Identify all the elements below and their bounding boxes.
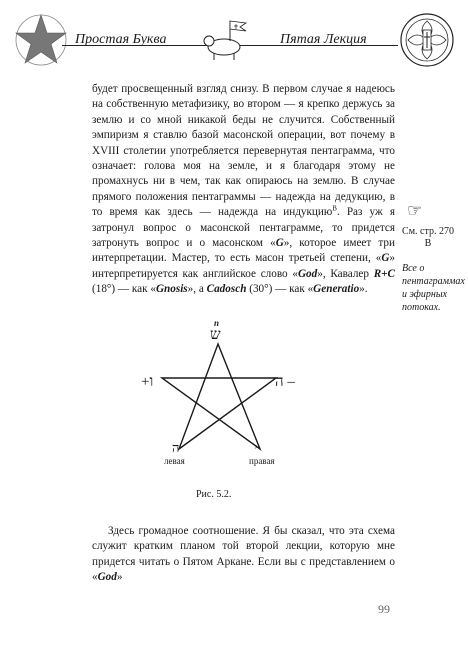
term-g: G — [381, 252, 390, 265]
text-fragment: ». — [359, 283, 368, 296]
term-gnosis: Gnosis — [155, 283, 188, 296]
text-fragment: (30°) — как « — [246, 283, 314, 296]
text-fragment: (18°) — как « — [92, 283, 156, 296]
bottom-right-caption: правая — [249, 456, 275, 466]
pentagram-star — [162, 344, 276, 449]
rose-cross-seal-emblem — [399, 12, 455, 68]
margin-reference: См. стр. 270 В — [402, 226, 454, 249]
bottom-left-caption: левая — [164, 456, 185, 466]
right-he-label: ה – — [275, 374, 295, 390]
bottom-right-yod: י — [254, 440, 258, 455]
term-cadosch: Cadosch — [206, 283, 247, 296]
term-g: G — [275, 237, 284, 250]
text-fragment: . Раз уж я затронул вопрос о масонской пентаграмме, то придется затронуть вопрос и о масонском « — [92, 206, 395, 250]
main-paragraph — [92, 82, 395, 298]
left-vav-label: +ו — [141, 374, 154, 390]
lamb-banner-emblem — [196, 17, 252, 61]
header-right-title: Пятая Лекция — [280, 32, 367, 47]
term-rose-cross: R+C — [373, 267, 396, 280]
figure-caption: Рис. 5.2. — [196, 489, 232, 500]
bottom-left-he: ה — [172, 440, 180, 455]
pointing-hand-icon: ☞ — [407, 201, 423, 220]
text-fragment: », которое имеет три интерпретации. Мастер, то есть масон третьей степени, « — [92, 237, 395, 265]
term-generatio: Generatio — [313, 283, 360, 296]
pentagram-figure — [140, 316, 310, 471]
header-left-title: Простая Буква — [75, 32, 167, 47]
pentagram-emblem — [14, 13, 68, 67]
term-god: God — [97, 571, 117, 584]
footnote-marker: В — [332, 204, 337, 213]
top-letter: n — [214, 318, 220, 328]
second-paragraph — [92, 524, 395, 586]
text-fragment: » — [116, 571, 123, 584]
text-fragment: », Кавалер — [317, 267, 374, 280]
text-fragment: » интерпретируется как английское слово « — [92, 252, 395, 280]
text-fragment: будет просвещенный взгляд снизу. В первом случае я надеюсь на собственную метафизику, во втором — я крепко держусь за землю и со мной никакой беды не случится. Собственный эмпиризм я ставлю базой масонской операции, вот почему в XVIII столетии употребляется перевернутая пентаграмма, что означает: голова моя на земле, и я благодаря этому не промахнусь ни в чем, так как опираюсь на землю. В случае прямого положения пентаграммы — надежда на дедукцию, в то время как здесь — надежда на индукцию — [92, 83, 395, 219]
text-fragment: Здесь громадное соотношение. Я бы сказал, что эта схема служит кратким планом той второй лекции, которую мне придется читать о Пятом Аркане. Если вы с представлением о « — [92, 525, 395, 584]
hebrew-shin: ש — [210, 327, 221, 343]
text-fragment: », а — [187, 283, 207, 296]
term-god: God — [297, 267, 318, 280]
margin-side-note: Все о пентаграммах и эфирных потоках. — [402, 263, 465, 313]
page-number: 99 — [378, 602, 390, 616]
